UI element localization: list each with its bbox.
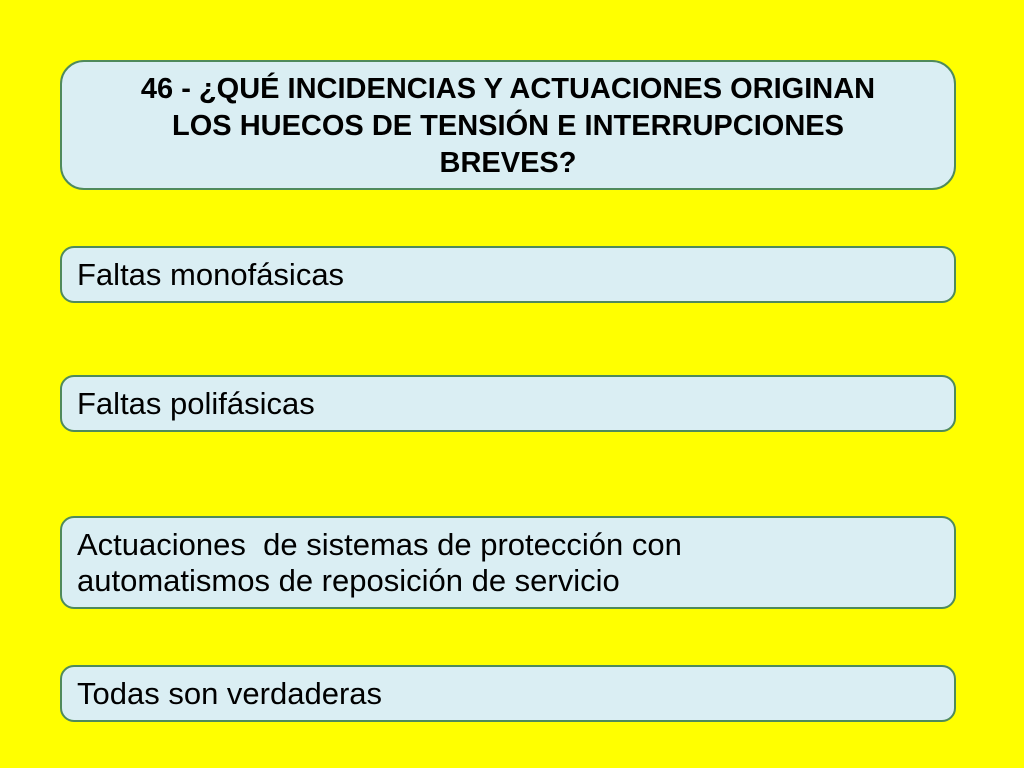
answer-option-label: Faltas polifásicas	[77, 385, 315, 421]
answer-option-1[interactable]	[60, 246, 956, 303]
answer-option-2[interactable]	[60, 375, 956, 432]
answer-option-label: Todas son verdaderas	[77, 675, 383, 711]
answer-option-3[interactable]	[60, 516, 956, 609]
question-box	[60, 60, 956, 190]
answer-option-label: Actuaciones de sistemas de protección con automatismos de reposición de servicio	[77, 526, 691, 598]
question-text: 46 - ¿QUÉ INCIDENCIAS Y ACTUACIONES ORIGINAN LOS HUECOS DE TENSIÓN E INTERRUPCIONES BREVES?	[140, 72, 876, 179]
answer-option-4[interactable]	[60, 665, 956, 722]
answer-option-label: Faltas monofásicas	[77, 256, 345, 292]
